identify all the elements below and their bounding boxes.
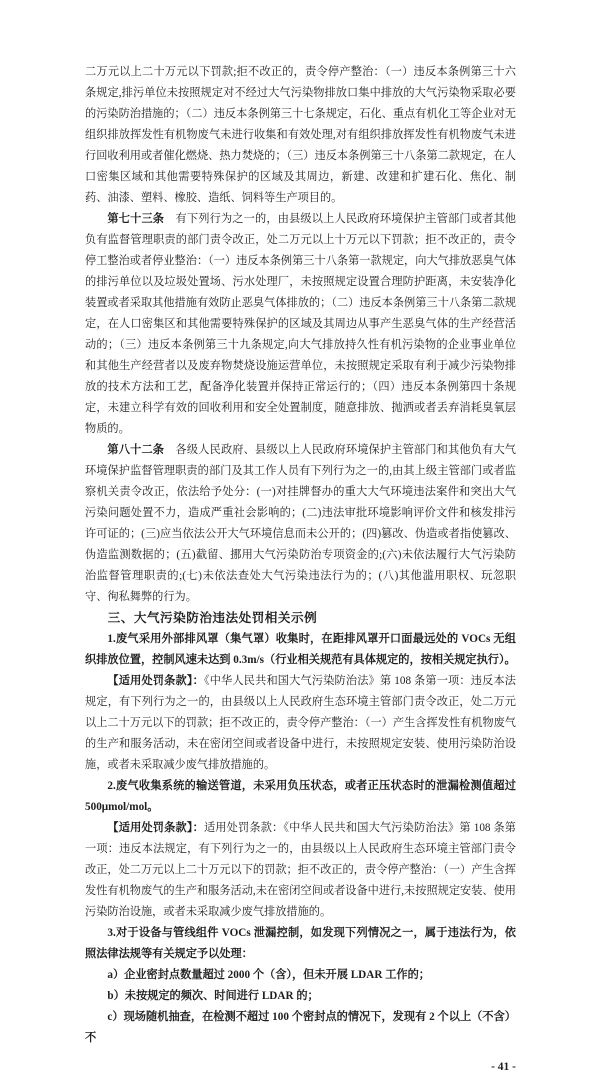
section-heading: 三、大气污染防治违法处罚相关示例	[107, 611, 318, 625]
clause-2-label: 【适用处罚条款】：	[107, 822, 204, 834]
paragraph-article-82	[85, 440, 516, 608]
list-item-c: c）现场随机抽查，在检测不超过 100 个密封点的情况下，发现有 2 个以上（不含）不	[85, 1011, 516, 1044]
page-number: - 41 -	[491, 1061, 516, 1073]
paragraph-clause-1	[85, 671, 516, 776]
article-73-number: 第七十三条	[107, 213, 165, 225]
paragraph-continuation	[85, 62, 516, 209]
list-item-a: a）企业密封点数量超过 2000 个（含），但未开展 LDAR 工作的；	[107, 969, 430, 981]
paragraph-continuation-text: 二万元以上二十万元以下罚款;拒不改正的，责令停产整治：（一）违反本条例第三十六条规定,排污单位未按照规定对不经过大气污染物排放口集中排放的大气污染物采取必要的污染防治措施的；（二）违反本条例第三十七条规定，石化、重点有机化工等企业对无组织排放挥发性有机物废气未进行收集和有效处理,对有组织排放挥发性有机物废气未进行回收利用或者催化燃烧、热力焚烧的；（三）违反本条例第三十八条第二款规定，在人口密集区域和其他需要特殊保护的区域及其周边，新建、改建和扩建石化、焦化、制药、油漆、塑料、橡胶、造纸、饲料等生产项目的。	[85, 66, 516, 204]
clause-1-label: 【适用处罚条款】：	[107, 675, 204, 687]
paragraph-example-3: 3.对于设备与管线组件 VOCs 泄漏控制，如发现下列情况之一，属于违法行为，依照法律法规等有关规定予以处理：	[85, 927, 516, 960]
clause-2-body: 适用处罚条款：《中华人民共和国大气污染防治法》第 108 条第一项：违反本法规定，有下列行为之一的，由县级以上人民政府生态环境主管部门责令改正，处二万元以上二十万元以下的罚款；拒不改正的，责令停产整治：（一）产生含挥发性有机物废气的生产和服务活动,未在密闭空间或者设备中进行,未按照规定安装、使用污染防治设施，或者未采取减少废气排放措施的。	[85, 822, 516, 918]
paragraph-article-73	[85, 209, 516, 440]
paragraph-example-2: 2.废气收集系统的输送管道，未采用负压状态，或者正压状态时的泄漏检测值超过 500μmol/mol。	[85, 780, 516, 813]
paragraph-example-1: 1.废气采用外部排风罩（集气罩）收集时，在距排风罩开口面最远处的 VOCs 无组织排放位置，控制风速未达到 0.3m/s（行业相关规范有具体规定的，按相关规定执行）。	[85, 633, 516, 666]
article-82-number: 第八十二条	[107, 444, 165, 456]
article-82-body: 各级人民政府、县级以上人民政府环境保护主管部门和其他负有大气环境保护监督管理职责的部门及其工作人员有下列行为之一的,由其上级主管部门或者监察机关责令改正，依法给予处分：(一)对挂牌督办的重大大气环境违法案件和突出大气污染问题处置不力，造成严重社会影响的；(二)违法审批环境影响评价文件和核发排污许可证的；(三)应当依法公开大气环境信息而未公开的；(四)篡改、伪造或者指使篡改、伪造监测数据的；(五)截留、挪用大气污染防治专项资金的;(六)未依法履行大气污染防治监督管理职责的;(七)未依法查处大气污染违法行为的；(八)其他滥用职权、玩忽职守、徇私舞弊的行为。	[85, 444, 516, 603]
article-73-body: 有下列行为之一的，由县级以上人民政府环境保护主管部门或者其他负有监督管理职责的部门责令改正，处二万元以上十万元以下罚款；拒不改正的，责令停工整治或者停业整治：（一）违反本条例第三十八条第一款规定，向大气排放恶臭气体的排污单位以及垃圾处置场、污水处理厂，未按照规定设置合理防护距离，未安装净化装置或者采取其他措施有效防止恶臭气体排放的；（二）违反本条例第三十八条第二款规定，在人口密集区和其他需要特殊保护的区域及其周边从事产生恶臭气体的生产经营活动的；（三）违反本条例第三十九条规定,向大气排放持久性有机污染物的企业事业单位和其他生产经营者以及废弃物焚烧设施运营单位，未按照规定采取有利于减少污染物排放的技术方法和工艺，配备净化装置并保持正常运行的；（四）违反本条例第四十条规定，未建立科学有效的回收利用和安全处置制度，随意排放、抛洒或者丢弃消耗臭氧层物质的。	[85, 213, 516, 435]
list-item-b: b）未按规定的频次、时间进行 LDAR 的；	[107, 990, 319, 1002]
clause-1-body: 《中华人民共和国大气污染防治法》第 108 条第一项：违反本法规定，有下列行为之一的，由县级以上人民政府生态环境主管部门责令改正，处二万元以上二十万元以下的罚款；拒不改正的，责令停产整治：（一）产生含挥发性有机物废气的生产和服务活动，未在密闭空间或者设备中进行，未按照规定安装、使用污染防治设施，或者未采取减少废气排放措施的。	[85, 675, 516, 771]
paragraph-clause-2	[85, 818, 516, 923]
